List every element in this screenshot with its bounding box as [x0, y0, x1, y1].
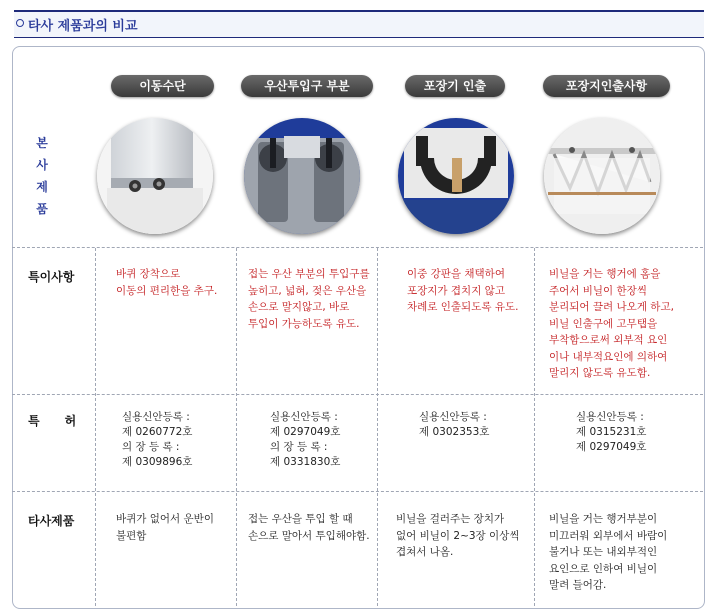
- column-divider: [95, 248, 96, 606]
- photo-packer-draw: [398, 118, 514, 234]
- photo-wheels: [97, 118, 213, 234]
- column-divider: [534, 248, 535, 606]
- row-divider: [12, 491, 703, 492]
- competitor-text: 바퀴가 없어서 운반이 불편함: [116, 513, 214, 542]
- photo-wrap-draw: [544, 118, 660, 234]
- competitor-text: 비닐을 거는 행거부분이 미끄러워 외부에서 바람이 불거나 또는 내외부적인 요인으로 인하여 비닐이 말려 들어감.: [549, 513, 668, 591]
- row-divider: [12, 394, 703, 395]
- row-label-patent: 특 허: [28, 414, 77, 428]
- column-header-packer-draw: 포장기 인출: [405, 75, 505, 97]
- patent-text: 실용신안등록 : 제 0302353호: [419, 411, 490, 438]
- column-header-umbrella-inlet: 우산투입구 부분: [241, 75, 373, 97]
- patent-text: 실용신안등록 : 제 0260772호 의 장 등 록 : 제 0309896호: [122, 411, 193, 468]
- patent-text: 실용신안등록 : 제 0297049호 의 장 등 록 : 제 0331830호: [270, 411, 341, 468]
- row-divider: [12, 247, 703, 248]
- our-product-label: 본 사 제 품: [36, 136, 48, 216]
- patent-text: 실용신안등록 : 제 0315231호 제 0297049호: [576, 411, 647, 453]
- competitor-text: 접는 우산을 투입 할 때 손으로 말아서 투입해야함.: [248, 513, 370, 542]
- feature-text: 바퀴 장착으로 이동의 편리한을 추구.: [116, 268, 218, 297]
- column-divider: [377, 248, 378, 606]
- feature-text: 이중 강판을 채택하여 포장지가 겹치지 않고 차례로 인출되도록 유도.: [407, 268, 519, 313]
- column-divider: [236, 248, 237, 606]
- column-header-mobility: 이동수단: [111, 75, 214, 97]
- section-header: [14, 10, 704, 38]
- circle-bullet-icon: [16, 19, 24, 27]
- section-title: 타사 제품과의 비교: [28, 19, 138, 34]
- feature-text: 비닐을 거는 행거에 홈을 주어서 비닐이 한장씩 분리되어 끌려 나오게 하고, 비닐 인출구에 고무탭을 부착함으로써 외부적 요인 이나 내부적요인에 의하여 말리지 않도록 유도함.: [549, 268, 674, 379]
- competitor-text: 비닐을 걸러주는 장치가 없어 비닐이 2~3장 이상씩 겹쳐서 나옴.: [396, 513, 520, 558]
- row-label-features: 특이사항: [28, 270, 75, 284]
- row-label-competitor: 타사제품: [28, 514, 75, 528]
- feature-text: 접는 우산 부분의 투입구를 높히고, 넓혀, 젖은 우산을 손으로 말지않고, 바로 투입이 가능하도록 유도.: [248, 268, 370, 330]
- photo-umbrella-inlet: [244, 118, 360, 234]
- column-header-wrap-draw: 포장지인출사항: [543, 75, 670, 97]
